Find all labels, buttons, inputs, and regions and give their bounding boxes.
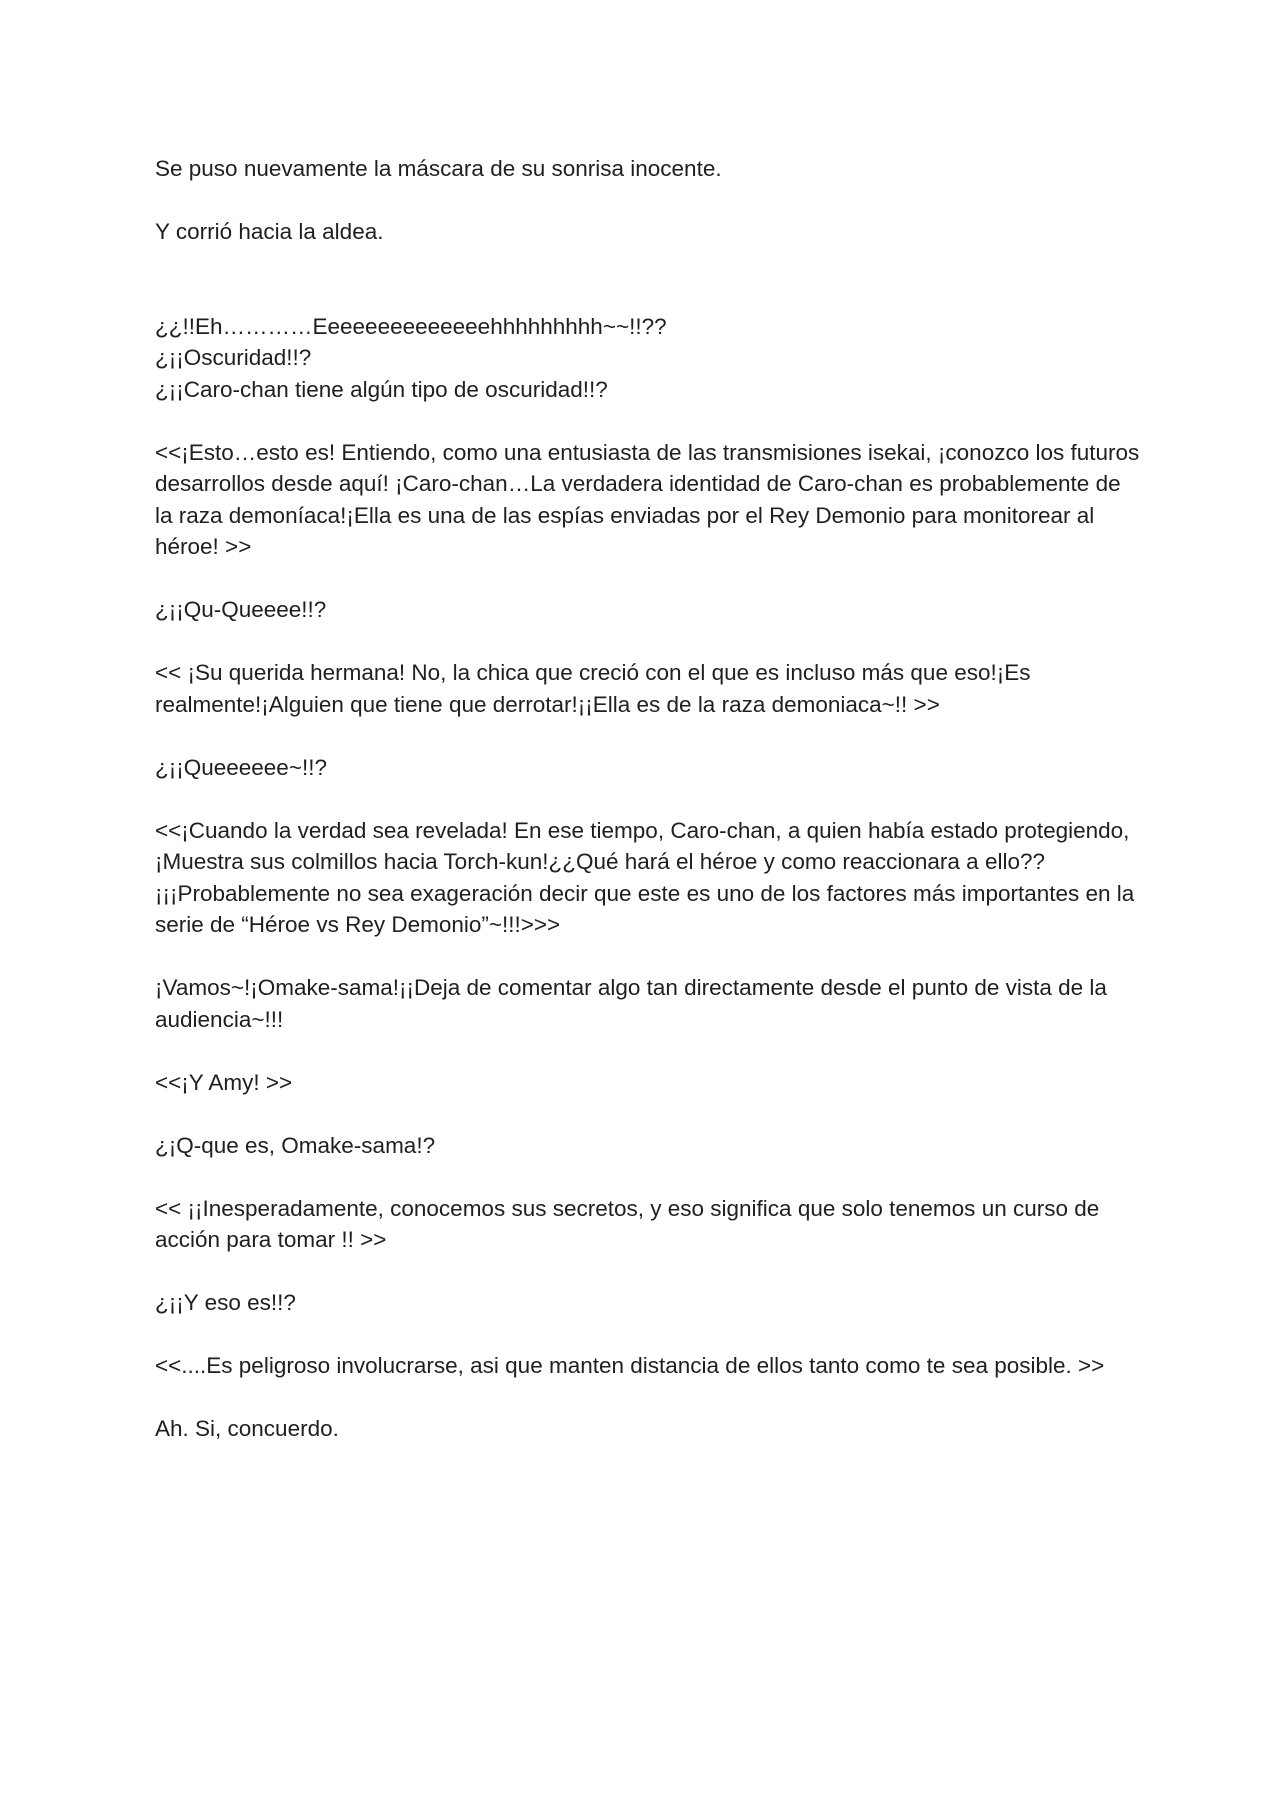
paragraph: ¿¡¡Caro-chan tiene algún tipo de oscuridad!!? bbox=[155, 376, 608, 402]
paragraph: Se puso nuevamente la máscara de su sonrisa inocente. bbox=[155, 156, 722, 181]
paragraph: ¿¿!!Eh…………Eeeeeeeeeeeeeehhhhhhhhh~~!!?? bbox=[155, 313, 667, 339]
paragraph: << ¡Su querida hermana! No, la chica que creció con el que es incluso más que eso!¡Es realmente!¡Alguien que tiene que derrotar!¡¡Ella es de la raza demoniaca~!! >> bbox=[155, 660, 1037, 717]
paragraph: ¿¡¡Qu-Queeee!!? bbox=[155, 597, 327, 622]
paragraph: <<....Es peligroso involucrarse, asi que manten distancia de ellos tanto como te sea posible. >> bbox=[155, 1353, 1105, 1378]
paragraph: <<¡Cuando la verdad sea revelada! En ese tiempo, Caro-chan, a quien había estado protegiendo, ¡Muestra sus colmillos hacia Torch-kun!¿¿Qué hará el héroe y como reaccionara a ello??¡¡¡Probablemente no sea exageración decir que este es uno de los factores más importantes en la serie de “Héroe vs Rey Demonio”~!!!>>> bbox=[155, 817, 1141, 937]
document-body bbox=[155, 153, 1146, 1476]
paragraph: <<¡Y Amy! >> bbox=[155, 1069, 293, 1095]
paragraph: ¿¡¡Oscuridad!!? bbox=[155, 345, 312, 370]
paragraph: << ¡¡Inesperadamente, conocemos sus secretos, y eso significa que solo tenemos un curso de acción para tomar !! >> bbox=[155, 1195, 1106, 1252]
paragraph: Ah. Si, concuerdo. bbox=[155, 1416, 339, 1441]
paragraph: ¡Vamos~!¡Omake-sama!¡¡Deja de comentar algo tan directamente desde el punto de vista de la audiencia~!!! bbox=[155, 975, 1114, 1032]
paragraph: ¿¡¡Queeeeee~!!? bbox=[155, 754, 327, 780]
paragraph: <<¡Esto…esto es! Entiendo, como una entusiasta de las transmisiones isekai, ¡conozco los futuros desarrollos desde aquí! ¡Caro-chan…La verdadera identidad de Caro-chan es probablemente de la raza demoníaca!¡Ella es una de las espías enviadas por el Rey Demonio para monitorear al héroe! >> bbox=[155, 439, 1146, 559]
paragraph: ¿¡¡Y eso es!!? bbox=[155, 1290, 296, 1315]
paragraph: Y corrió hacia la aldea. bbox=[155, 219, 384, 244]
paragraph: ¿¡Q-que es, Omake-sama!? bbox=[155, 1132, 436, 1158]
